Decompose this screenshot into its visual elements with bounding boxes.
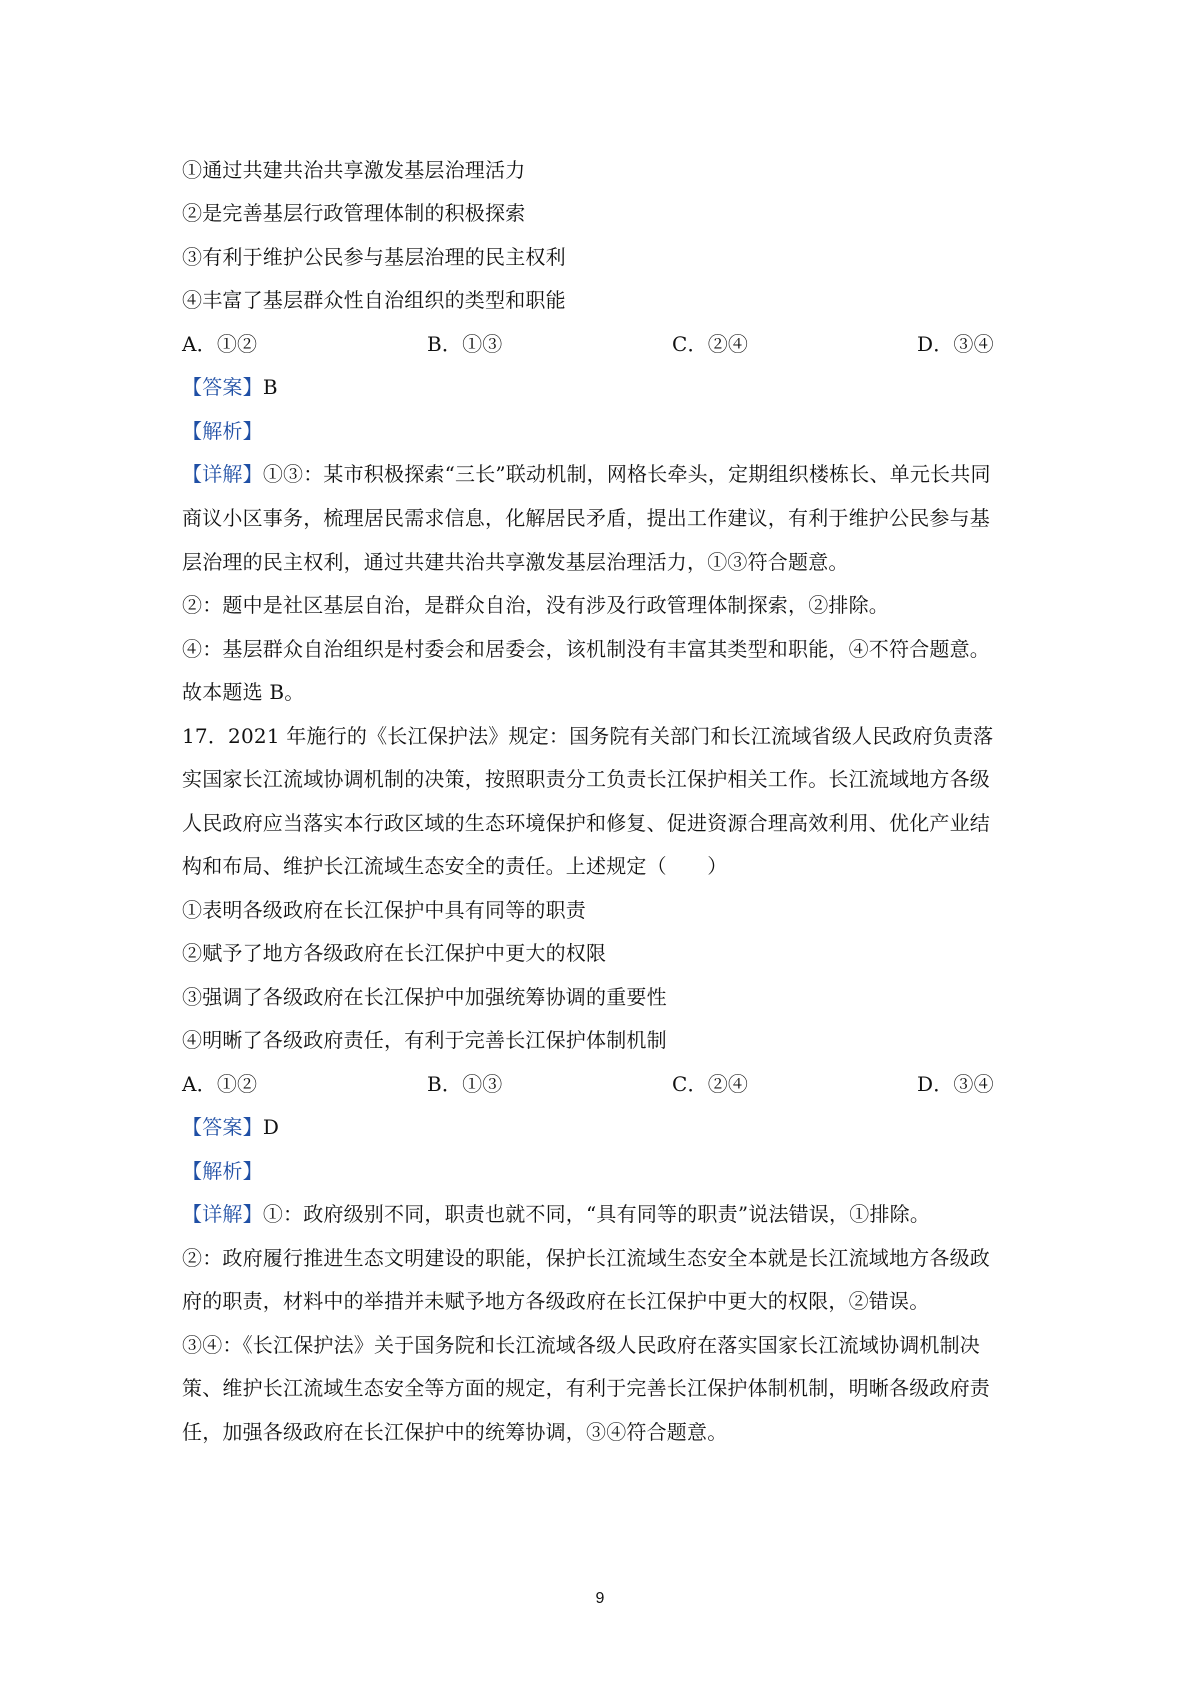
analysis-heading — [182, 416, 263, 446]
analysis-label: 【解析】 — [182, 419, 263, 443]
answer-value: B — [262, 375, 278, 399]
option-b: B．①③ — [427, 332, 503, 356]
detail-line: ④：基层群众自治组织是村委会和居委会，该机制没有丰富其类型和职能，④不符合题意。 — [182, 637, 990, 661]
answer-options — [182, 329, 1032, 359]
detail-label: 【详解】 — [182, 1202, 263, 1226]
answer-value: D — [262, 1115, 280, 1139]
page-number: 9 — [595, 1590, 605, 1607]
detail-line — [182, 459, 991, 489]
detail-line: 商议小区事务，梳理居民需求信息，化解居民矛盾，提出工作建议，有利于维护公民参与基 — [182, 506, 990, 530]
q17-statement-4: ④明晰了各级政府责任，有利于完善长江保护体制机制 — [182, 1028, 667, 1052]
statement-1: ①通过共建共治共享激发基层治理活力 — [182, 158, 526, 182]
option-c: C．②④ — [672, 332, 749, 356]
statement-2: ②是完善基层行政管理体制的积极探索 — [182, 201, 526, 225]
question-17-stem: 人民政府应当落实本行政区域的生态环境保护和修复、促进资源合理高效利用、优化产业结 — [182, 811, 990, 835]
q17-detail-line: 策、维护长江流域生态安全等方面的规定，有利于完善长江保护体制机制，明晰各级政府责 — [182, 1376, 990, 1400]
detail-label: 【详解】 — [182, 462, 263, 486]
detail-text: ①：政府级别不同，职责也就不同，“具有同等的职责”说法错误，①排除。 — [262, 1202, 931, 1226]
detail-line: 层治理的民主权利，通过共建共治共享激发基层治理活力，①③符合题意。 — [182, 550, 849, 574]
analysis-label: 【解析】 — [182, 1159, 263, 1183]
q17-statement-3: ③强调了各级政府在长江保护中加强统筹协调的重要性 — [182, 985, 667, 1009]
statement-4: ④丰富了基层群众性自治组织的类型和职能 — [182, 288, 566, 312]
q17-statement-1: ①表明各级政府在长江保护中具有同等的职责 — [182, 898, 586, 922]
q17-answer-options — [182, 1069, 1032, 1099]
question-17-stem: 17．2021 年施行的《长江保护法》规定：国务院有关部门和长江流域省级人民政府负责落 — [182, 724, 994, 748]
q17-detail-line: ②：政府履行推进生态文明建设的职能，保护长江流域生态安全本就是长江流域地方各级政 — [182, 1246, 990, 1270]
answer-label: 【答案】 — [182, 1115, 263, 1139]
conclusion-line: 故本题选 B。 — [182, 680, 305, 704]
answer-label: 【答案】 — [182, 375, 263, 399]
detail-line: ②：题中是社区基层自治，是群众自治，没有涉及行政管理体制探索，②排除。 — [182, 593, 889, 617]
q17-detail-line: 府的职责，材料中的举措并未赋予地方各级政府在长江保护中更大的权限，②错误。 — [182, 1289, 930, 1313]
option-a: A．①② — [182, 332, 258, 356]
option-c: C．②④ — [672, 1072, 749, 1096]
option-d: D．③④ — [917, 1072, 994, 1096]
q17-answer-line — [182, 1112, 279, 1142]
q17-detail-line: ③④：《长江保护法》关于国务院和长江流域各级人民政府在落实国家长江流域协调机制决 — [182, 1333, 980, 1357]
q17-detail-line — [182, 1199, 930, 1229]
option-b: B．①③ — [427, 1072, 503, 1096]
q17-statement-2: ②赋予了地方各级政府在长江保护中更大的权限 — [182, 941, 607, 965]
document-page — [182, 0, 1032, 1698]
q17-detail-line: 任，加强各级政府在长江保护中的统筹协调，③④符合题意。 — [182, 1420, 728, 1444]
question-17-stem: 实国家长江流域协调机制的决策，按照职责分工负责长江保护相关工作。长江流域地方各级 — [182, 767, 990, 791]
option-a: A．①② — [182, 1072, 258, 1096]
statement-3: ③有利于维护公民参与基层治理的民主权利 — [182, 245, 566, 269]
answer-line — [182, 372, 278, 402]
q17-analysis-heading — [182, 1156, 263, 1186]
option-d: D．③④ — [917, 332, 994, 356]
detail-text: ①③：某市积极探索“三长”联动机制，网格长牵头，定期组织楼栋长、单元长共同 — [262, 462, 991, 486]
question-17-stem: 构和布局、维护长江流域生态安全的责任。上述规定（ ） — [182, 854, 728, 878]
